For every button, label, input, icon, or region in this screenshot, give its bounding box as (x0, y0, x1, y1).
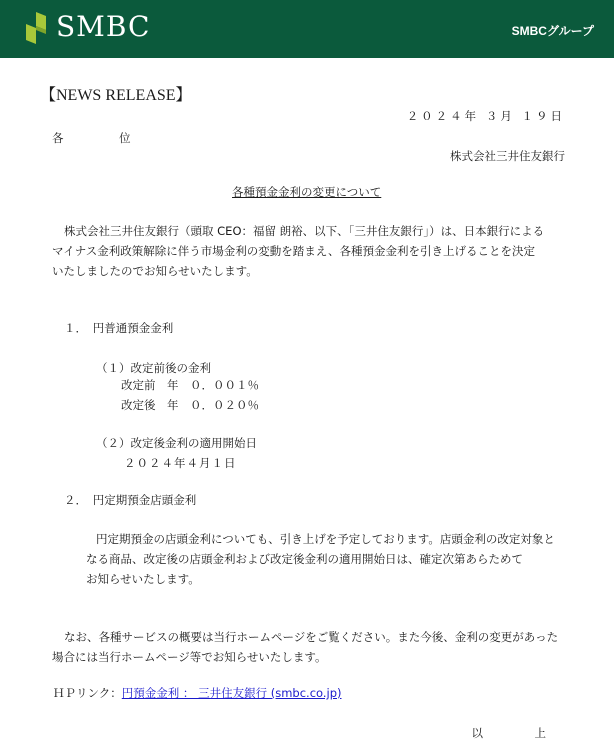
section2-line-1: 円定期預金の店頭金利についても、引き上げを予定しております。店頭金利の改定対象と (96, 532, 555, 546)
rate-before: 改定前 年 ０．００１％ (121, 378, 259, 392)
rate-after: 改定後 年 ０．０２０％ (121, 398, 259, 412)
start-date: ２０２４年４月１日 (124, 456, 237, 470)
smbc-leaf-logo-icon (26, 12, 46, 44)
section1-title: １． 円普通預金金利 (64, 321, 174, 335)
section2-line-3: お知らせいたします。 (86, 572, 200, 586)
intro-line-2: マイナス金利政策解除に伴う市場金利の変動を踏まえ、各種預金金利を引き上げることを決定 (52, 244, 535, 258)
closing-mark: 以 上 (471, 726, 566, 740)
intro-line-1: 株式会社三井住友銀行（頭取 CEO：福留 朗裕、以下、「三井住友銀行」）は、日本銀行による (64, 224, 545, 238)
hp-link-row (53, 686, 342, 700)
hp-link-label: ＨＰリンク： (53, 686, 122, 700)
note-line-1: なお、各種サービスの概要は当行ホームページをご覧ください。また今後、金利の変更があった (64, 630, 559, 644)
section2-line-2: なる商品、改定後の店頭金利および改定後金利の適用開始日は、確定次第あらためて (86, 552, 523, 566)
hp-link[interactable]: 円預金金利 ： 三井住友銀行 (smbc.co.jp) (121, 686, 342, 700)
note-line-2: 場合には当行ホームページ等でお知らせいたします。 (52, 650, 327, 664)
brand-logo-text: SMBC (56, 10, 151, 43)
header-bar (0, 0, 614, 58)
company-name: 株式会社三井住友銀行 (450, 149, 565, 163)
group-label: SMBCグループ (511, 24, 594, 38)
subject-title: 各種預金金利の変更について (232, 185, 382, 199)
section2-title: ２． 円定期預金店頭金利 (64, 493, 197, 507)
addressee: 各 位 (52, 131, 153, 145)
section1-sub1-title: （１）改定前後の金利 (96, 361, 211, 375)
release-date: ２０２４年 ３月 １９日 (406, 109, 565, 123)
intro-line-3: いたしましたのでお知らせいたします。 (52, 264, 258, 278)
section1-sub2-title: （２）改定後金利の適用開始日 (96, 436, 257, 450)
news-release-label: 【NEWS RELEASE】 (40, 87, 192, 104)
